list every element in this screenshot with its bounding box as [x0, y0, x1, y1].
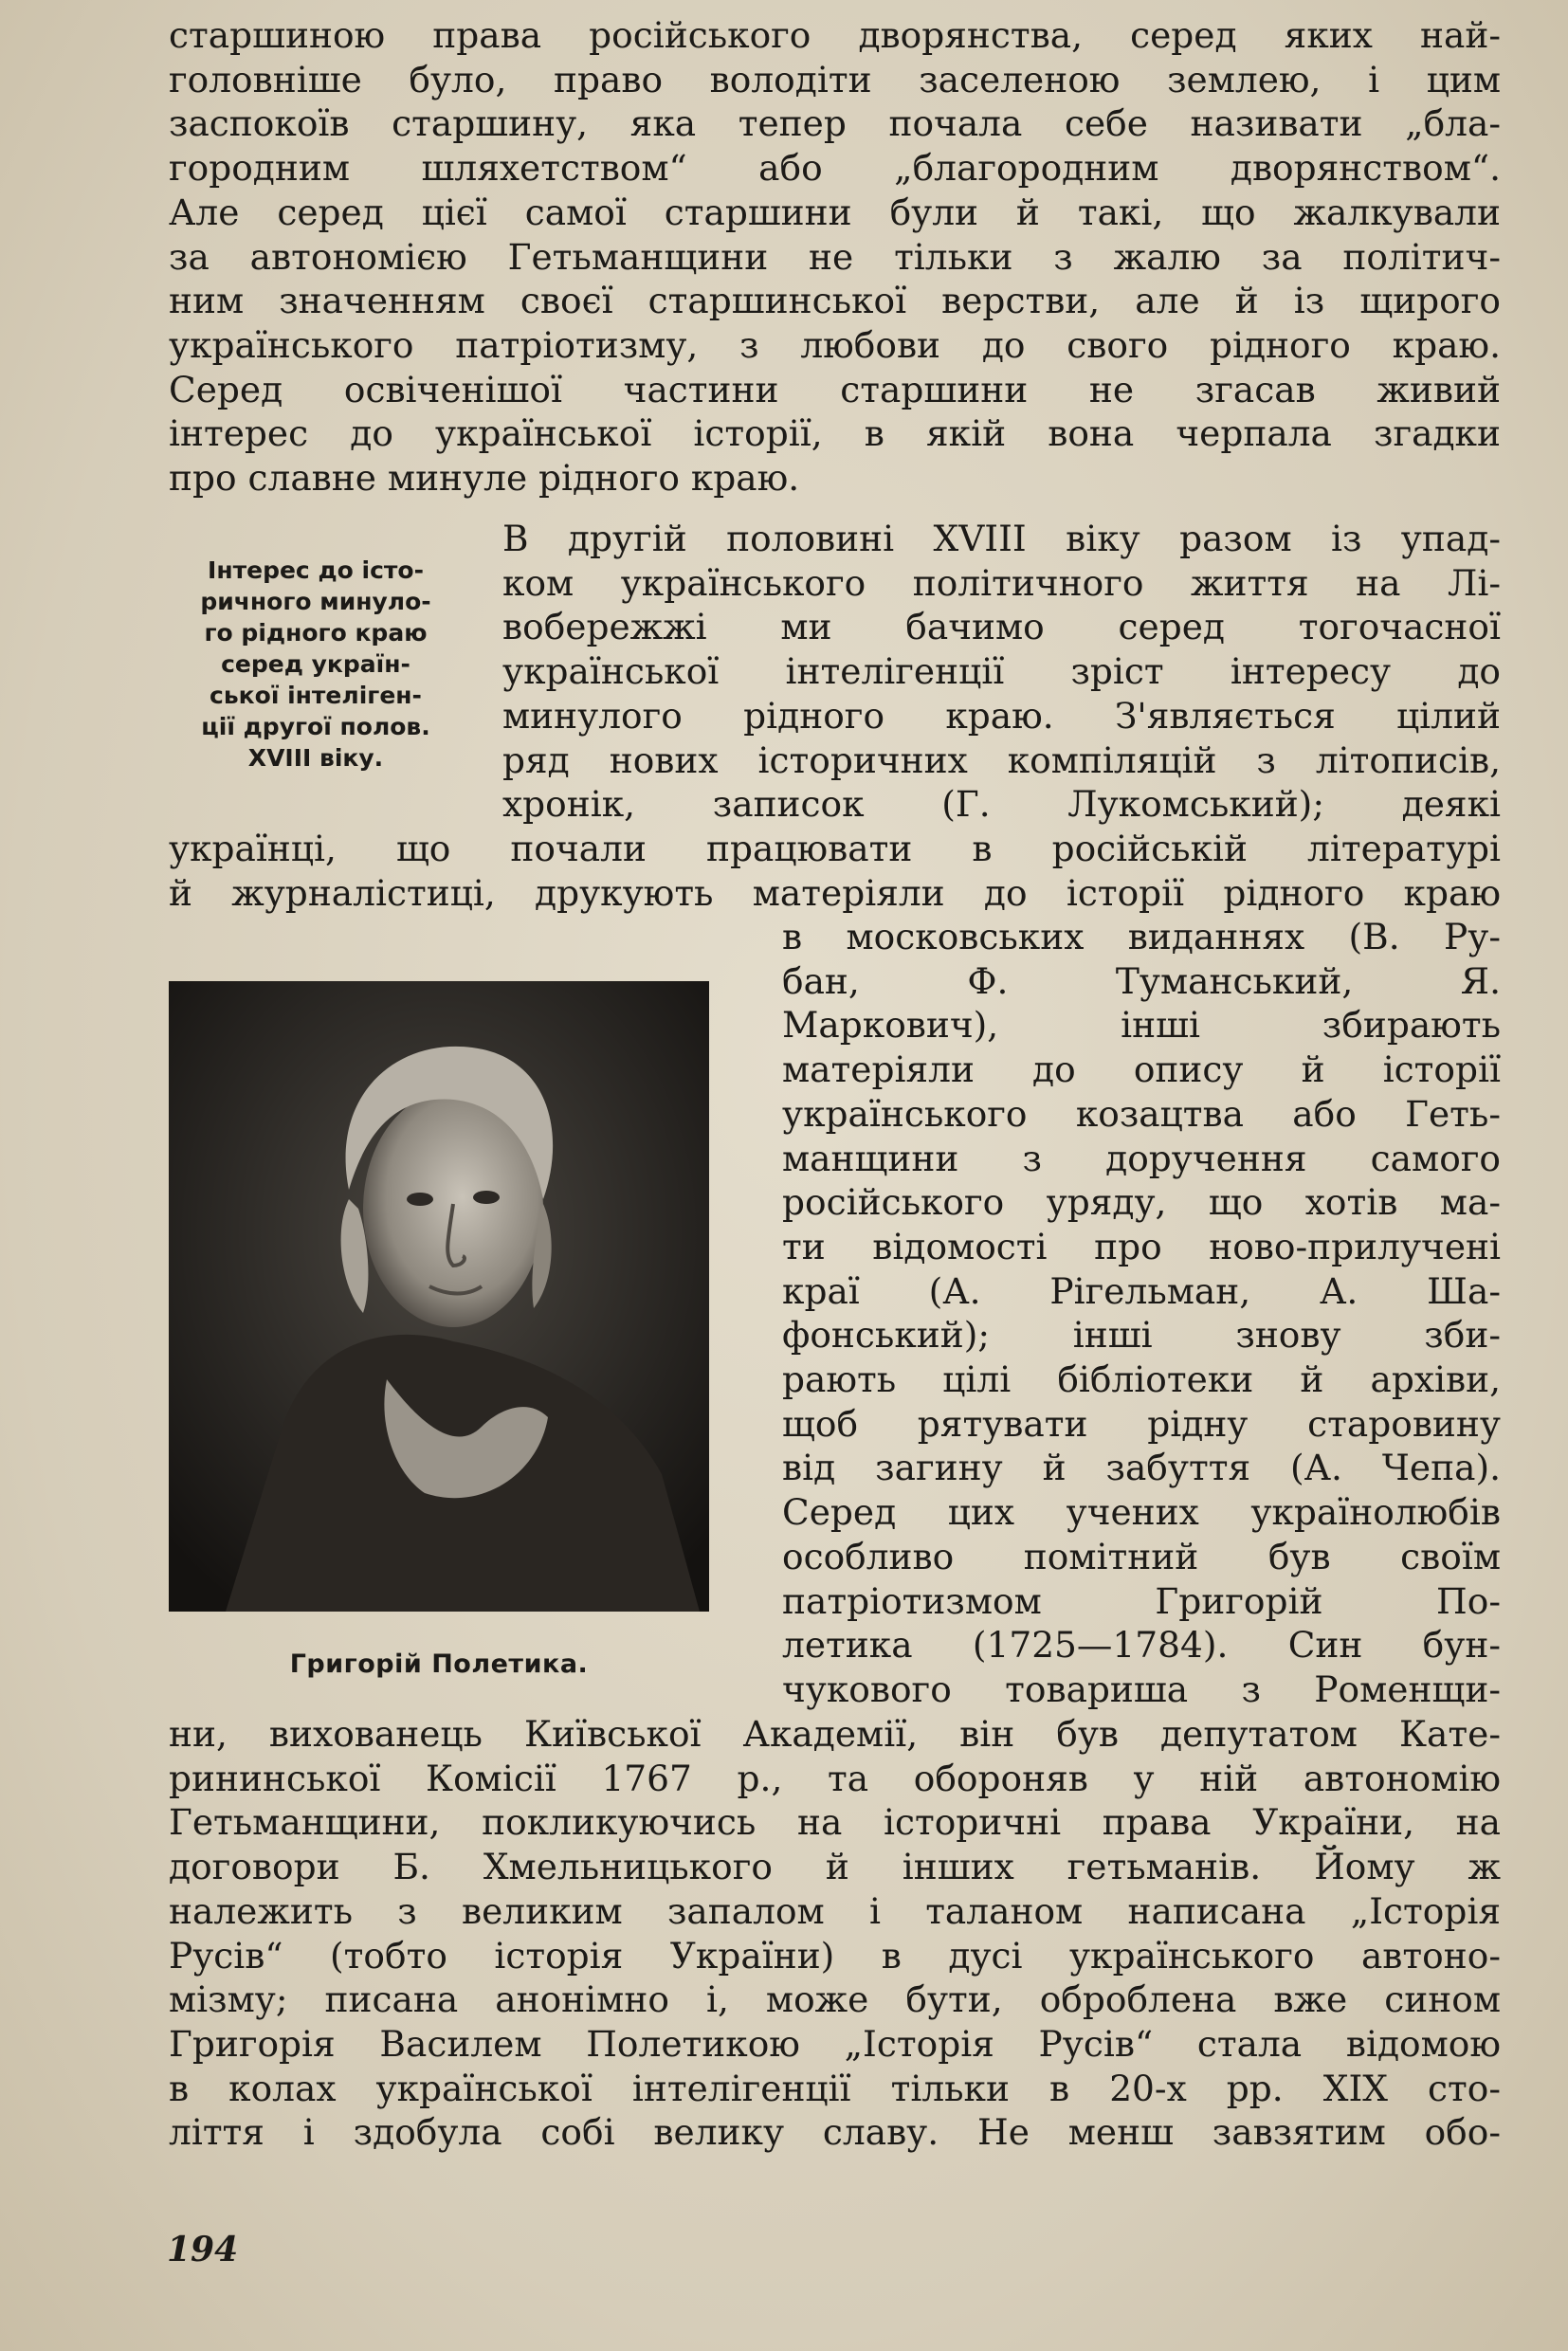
text-line: українського козацтва або Геть-: [782, 1092, 1501, 1135]
text-line: Гетьманщини, покликуючись на історичні права України, на: [169, 1801, 1501, 1844]
text-line: городним шляхетством“ або „благородним дворянством“.: [169, 147, 1501, 190]
margin-note-line: XVIII віку.: [247, 744, 384, 772]
text-line: в колах української інтелігенції тільки в 20-х рр. XIX сто-: [169, 2067, 1501, 2109]
text-line: рининської Комісії 1767 р., та обороняв у ній автономію: [169, 1757, 1501, 1799]
text-line: належить з великим запалом і таланом написана „Історія: [169, 1889, 1501, 1932]
text-line: щоб рятувати рідну старовину: [782, 1402, 1501, 1445]
text-line: договори Б. Хмельницького й інших гетьманів. Йому ж: [169, 1846, 1501, 1888]
text-line: про славне минуле рідного краю.: [169, 457, 800, 500]
text-line: від загину й забуття (А. Чепа).: [782, 1447, 1501, 1489]
margin-note-line: ричного минуло-: [200, 588, 431, 615]
text-line: минулого рідного краю. З'являється цілий: [502, 694, 1501, 737]
text-line: ти відомості про ново-прилучені: [782, 1225, 1501, 1267]
margin-note: [159, 555, 472, 774]
text-line: Русів“ (тобто історія України) в дусі українського автоно-: [169, 1934, 1501, 1977]
text-line: української інтелігенції зріст інтересу до: [502, 650, 1501, 693]
text-line: ряд нових історичних компіляцій з літописів,: [502, 738, 1501, 781]
text-line: ним значенням своєї старшинської верстви, але й із щирого: [169, 280, 1501, 322]
text-line: інтерес до української історії, в якій вона черпала згадки: [169, 412, 1501, 455]
portrait-engraving: [169, 981, 709, 1612]
text-line: головніше було, право володіти заселеною землею, і цим: [169, 58, 1501, 100]
text-line: Маркович), інші збирають: [782, 1004, 1501, 1047]
text-line: летика (1725—1784). Син бун-: [782, 1624, 1501, 1667]
portrait-image: [169, 981, 709, 1612]
margin-note-line: Інтерес до істо-: [208, 556, 424, 584]
text-line: українці, що почали працювати в російській літературі: [169, 828, 1501, 869]
margin-note-line: ської інтеліген-: [210, 682, 422, 709]
paragraph-top: [169, 13, 1501, 501]
text-line: чукового товариша з Роменщи-: [782, 1668, 1501, 1710]
text-line: ліття і здобула собі велику славу. Не менш завзятим обо-: [169, 2111, 1501, 2154]
page-number: 194: [167, 2230, 239, 2269]
text-line: мізму; писана анонімно і, може бути, оброблена вже сином: [169, 1978, 1501, 2021]
text-line: патріотизмом Григорій По-: [782, 1579, 1501, 1622]
text-line: українського патріотизму, з любови до свого рідного краю.: [169, 323, 1501, 366]
text-line: Серед цих учених українолюбів: [782, 1491, 1501, 1534]
text-line: В другій половині XVIII віку разом із упад-: [502, 518, 1501, 559]
paragraph-right-column: [782, 915, 1501, 1712]
paragraph-bottom: [169, 1712, 1501, 2155]
text-line: особливо помітний був своїм: [782, 1535, 1501, 1577]
text-line: в московських виданнях (В. Ру-: [782, 916, 1501, 957]
text-line: заспокоїв старшину, яка тепер почала себе називати „бла-: [169, 102, 1501, 145]
portrait-caption: Григорій Полетика.: [289, 1649, 589, 1679]
text-line: Григорія Василем Полетикою „Історія Русів“ стала відомою: [169, 2022, 1501, 2065]
text-line: російського уряду, що хотів ма-: [782, 1181, 1501, 1224]
paragraph-middle: [502, 517, 1501, 827]
text-line: старшиною права російського дворянства, серед яких най-: [169, 14, 1501, 56]
margin-note-line: серед україн-: [221, 650, 410, 678]
text-line: Серед освіченішої частини старшини не згасав живий: [169, 368, 1501, 410]
text-line: краї (А. Рігельман, А. Ша-: [782, 1269, 1501, 1312]
text-line: фонський); інші знову зби-: [782, 1314, 1501, 1357]
margin-note-line: го рідного краю: [204, 619, 428, 647]
text-line: Але серед цієї самої старшини були й такі, що жалкували: [169, 191, 1501, 233]
text-line: бан, Ф. Туманський, Я.: [782, 959, 1501, 1002]
text-line: рають цілі бібліотеки й архіви,: [782, 1358, 1501, 1401]
text-line: матеріяли до опису й історії: [782, 1048, 1501, 1091]
text-line: манщини з доручення самого: [782, 1137, 1501, 1179]
text-line: вобережжі ми бачимо серед тогочасної: [502, 606, 1501, 648]
text-line: за автономією Гетьманщини не тільки з жалю за політич-: [169, 235, 1501, 278]
text-line: ком українського політичного життя на Лі-: [502, 561, 1501, 604]
text-line: й журналістиці, друкують матеріяли до історії рідного краю: [169, 871, 1501, 914]
margin-note-line: ції другої полов.: [201, 713, 430, 740]
paragraph-middle-wide: [169, 827, 1501, 915]
text-line: ни, вихованець Київської Академії, він був депутатом Кате-: [169, 1713, 1501, 1755]
text-line: хронік, записок (Г. Лукомський); деякі: [502, 783, 1501, 826]
